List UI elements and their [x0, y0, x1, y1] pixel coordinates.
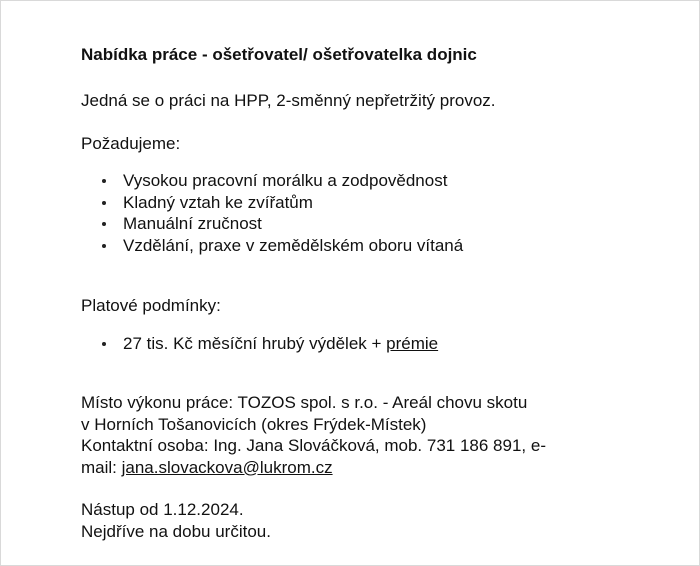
email-line: mail: jana.slovackova@lukrom.cz	[81, 457, 333, 477]
bonus-link[interactable]: prémie	[386, 334, 439, 353]
job-title: Nabídka práce - ošetřovatel/ ošetřovatelka dojnic	[81, 45, 477, 64]
list-item	[81, 333, 438, 355]
bullet-icon	[102, 222, 106, 226]
bullet-icon	[102, 342, 106, 346]
contact-block	[81, 392, 546, 478]
bullet-icon	[102, 201, 106, 205]
list-item: Manuální zručnost	[81, 213, 463, 235]
salary-text: 27 tis. Kč měsíční hrubý výdělek +	[123, 334, 387, 353]
salary-list	[81, 333, 438, 355]
list-item: Vzdělání, praxe v zemědělském oboru vítaná	[81, 235, 463, 257]
requirements-list	[81, 170, 463, 256]
location-line-2: v Horních Tošanovicích (okres Frýdek-Místek)	[81, 414, 427, 434]
location-line-1: Místo výkonu práce: TOZOS spol. s r.o. - Areál chovu skotu	[81, 393, 528, 412]
list-item: Kladný vztah ke zvířatům	[81, 192, 463, 214]
contact-person: Kontaktní osoba: Ing. Jana Slováčková, mob. 731 186 891, e-	[81, 436, 546, 455]
requirements-heading: Požadujeme:	[81, 134, 181, 153]
email-link[interactable]: jana.slovackova@lukrom.cz	[121, 457, 333, 477]
bullet-icon	[102, 244, 106, 248]
bullet-icon	[102, 179, 106, 183]
intro-text: Jedná se o práci na HPP, 2-směnný nepřetržitý provoz.	[81, 91, 496, 110]
list-item: Vysokou pracovní morálku a zodpovědnost	[81, 170, 463, 192]
start-date: Nástup od 1.12.2024.	[81, 500, 244, 519]
contract-duration: Nejdříve na dobu určitou.	[81, 522, 271, 541]
salary-heading: Platové podmínky:	[81, 296, 221, 315]
